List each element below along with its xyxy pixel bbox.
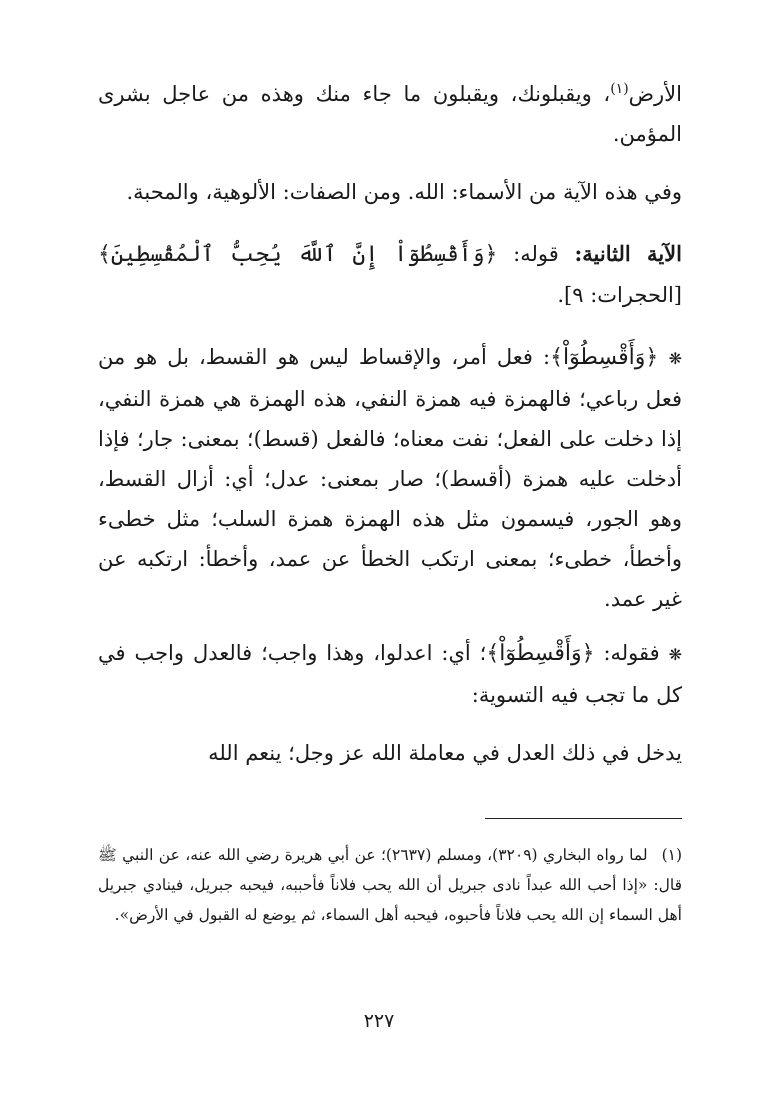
footnotes: [98, 840, 682, 930]
paragraph-6: [98, 733, 682, 773]
verse-intro: قوله:: [497, 242, 575, 266]
bullet-icon: ❋: [668, 349, 683, 368]
paragraph-2-text: وفي هذه الآية من الأسماء: الله. ومن الصفات: الألوهية، والمحبة.: [126, 180, 682, 204]
footnote-text: لما رواه البخاري (٣٢٠٩)، ومسلم (٢٦٣٧)؛ عن أبي هريرة رضي الله عنه، عن النبي ﷺ قال: «إذا أحب الله عبداً نادى جبريل أن الله يحب فلاناً فأحببه، فيحبه جبريل، فينادي جبريل أهل السماء إن الله يحب فلاناً فأحبوه، فيحبه أهل السماء، ثم يوضع له القبول في الأرض».: [98, 846, 682, 924]
page-number: ٢٢٧: [363, 1010, 395, 1032]
paragraph-2: [98, 172, 682, 212]
footnote-divider: [485, 818, 682, 819]
paragraph-1: [98, 74, 682, 154]
paragraph-5-text: ؛ أي: اعدلوا، وهذا واجب؛ فالعدل واجب في كل ما تجب فيه التسوية:: [98, 641, 682, 707]
section-heading: الآية الثانية:: [574, 241, 682, 266]
footnote-number: (١): [661, 846, 683, 864]
paragraph-4: [98, 337, 682, 619]
quran-word: ﴿وَأَقْسِطُوٓاْ﴾: [550, 345, 669, 370]
paragraph-5-intro: فقوله:: [594, 641, 669, 665]
paragraph-4-text: : فعل أمر، والإقساط ليس هو القسط، بل هو من فعل رباعي؛ فالهمزة فيه همزة النفي، هذه الهمزة هي همزة النفي، إذا دخلت على الفعل؛ نفت معناه؛ فالفعل (قسط)؛ بمعنى: جار؛ فإذا أدخلت عليه همزة (أقسط)؛ صار بمعنى: عدل؛ أي: أزال القسط، وهو الجور، فيسمون مثل هذه الهمزة همزة السلب؛ مثل خطىء وأخطأ، خطىء؛ بمعنى ارتكب الخطأ عن عمد، وأخطأ: ارتكبه عن غير عمد.: [98, 345, 682, 611]
footnote-1: [98, 840, 682, 930]
verse-reference: [الحجرات: ٩].: [557, 283, 682, 307]
main-text: [98, 74, 682, 773]
quran-verse: ﴿وَأَقْسِطُوٓاْ إِنَّ ٱللَّهَ يُحِبُّ ٱلْمُقْسِطِينَ﴾: [98, 242, 498, 267]
paragraph-1-start: الأرض: [628, 82, 682, 106]
quran-word: ﴿وَأَقْسِطُوٓاْ﴾: [486, 641, 595, 666]
bullet-icon: ❋: [668, 645, 682, 664]
paragraph-3: [98, 234, 682, 315]
footnote-reference-mark[interactable]: (١): [610, 81, 629, 97]
paragraph-5: [98, 633, 682, 715]
paragraph-1-rest: ، ويقبلونك، ويقبلون ما جاء منك وهذه من عاجل بشرى المؤمن.: [98, 82, 682, 146]
paragraph-6-text: يدخل في ذلك العدل في معاملة الله عز وجل؛ ينعم الله: [208, 741, 682, 765]
